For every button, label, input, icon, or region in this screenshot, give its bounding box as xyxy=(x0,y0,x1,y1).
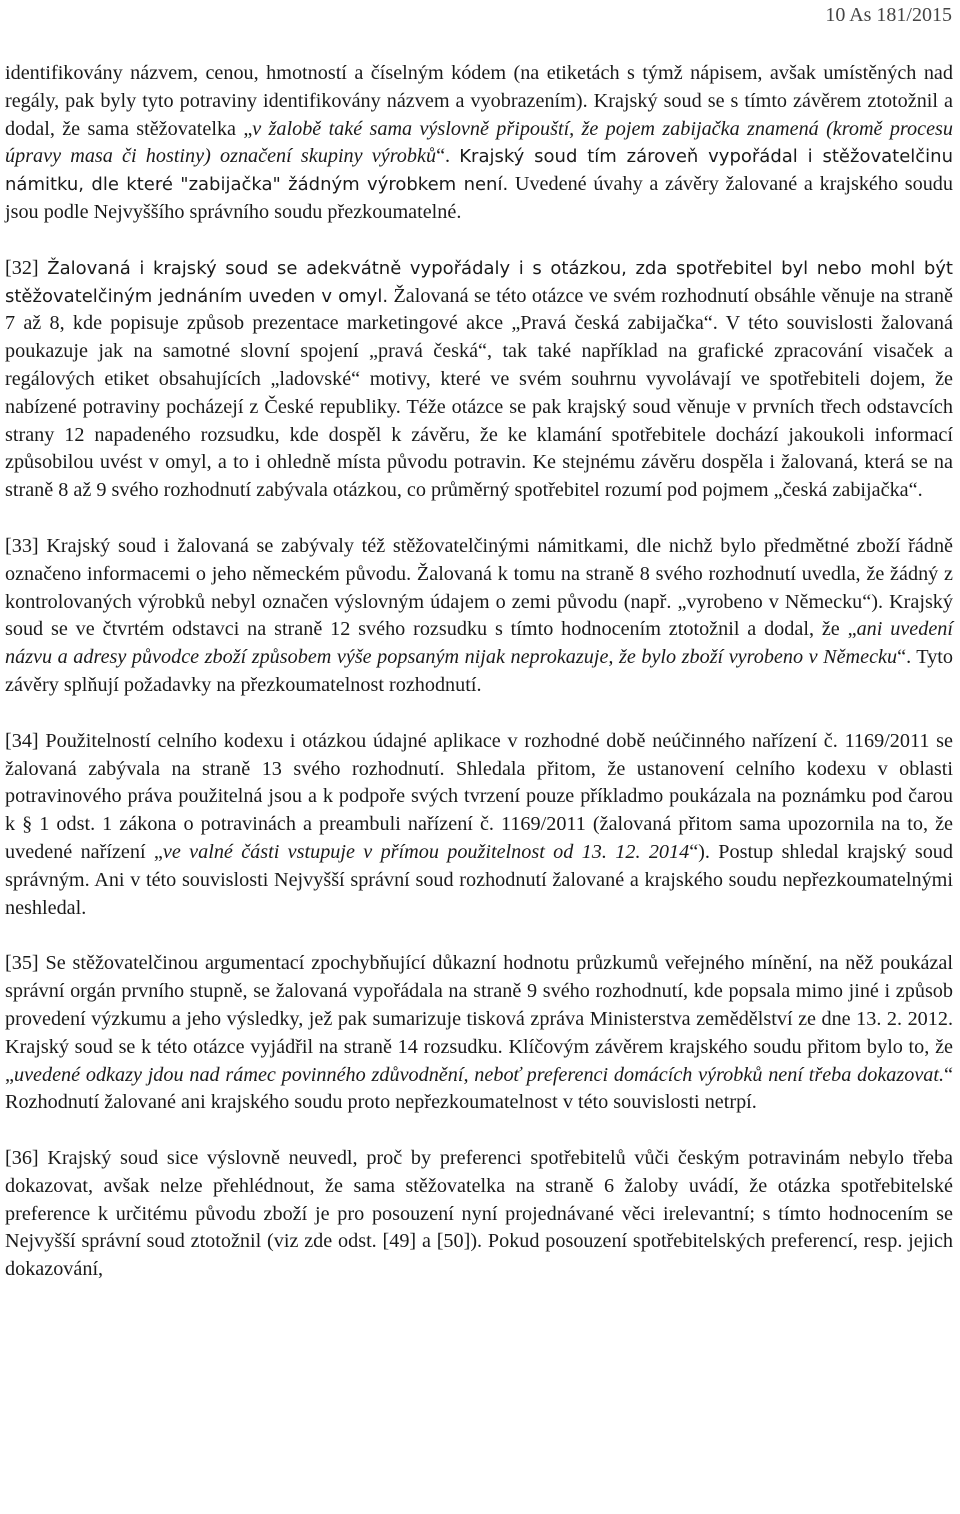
paragraph-number: [35] xyxy=(5,952,39,975)
paragraph-number: [36] xyxy=(5,1147,39,1170)
quoted-text: ani uvedení názvu a adresy původce zboží způsobem výše popsaným nijak neprokazuje, že bylo zboží vyrobeno v Německu xyxy=(5,618,953,669)
document-body xyxy=(5,60,953,1284)
quoted-text: uvedené odkazy jdou nad rámec povinného zdůvodnění, neboť preferenci domácích výrobků není třeba dokazovat. xyxy=(13,1063,945,1086)
case-reference: 10 As 181/2015 xyxy=(825,4,952,26)
sentence: Žalovaná se této otázce ve svém rozhodnutí obsáhle věnuje na straně 7 až 8, kde popisuje způsob prezentace marketingové akce „Pravá česká zabijačka“. V této souvislosti žalovaná poukazuje jak na samotné slovní spojení „pravá česká“, tak také například na grafické zpracování visaček a regálových etiket obsahujících „ladovské“ motivy, které ve svém souhrnu vyvolávají ve spotřebiteli dojem, že nabízené potraviny pocházejí z České republiky. Téže otázce se pak krajský soud věnuje v prvních třech odstavcích strany 12 napadeného rozsudku, kde dospěl k závěru, že ke klamání spotřebitele dochází jakoukoli informací způsobilou uvést v omyl, a to i ohledně místa původu potravin. Ke stejnému závěru dospěla i žalovaná, která se na straně 8 až 9 svého rozhodnutí zabývala otázkou, co průměrný spotřebitel rozumí pod pojmem „česká zabijačka“. xyxy=(5,284,953,502)
sentence: Krajský soud i žalovaná se zabývaly též stěžovatelčinými námitkami, dle nichž bylo předmětné zboží řádně označeno informacemi o jeho německém původu. Žalovaná k tomu na straně 8 svého rozhodnutí uvedla, že žádný z kontrolovaných výrobků nebyl označen výslovným údajem o zemi původu (např. „vyrobeno v Německu“). Krajský soud se ve čtvrtém odstavci na straně 12 svého rozsudku s tímto hodnocením ztotožnil a dodal, že „ xyxy=(5,534,953,641)
sentence: “. xyxy=(436,145,460,168)
sentence-sans: Žalovaná i krajský soud se adekvátně vypořádaly i s otázkou, zda spotřebitel byl nebo mohl být stěžovatelčiným jednáním uveden v omyl. xyxy=(5,257,953,307)
sentence-sans: Krajský soud tím zároveň vypořádal i stěžovatelčinu námitku, dle které "zabijačka" žádným výrobkem není. xyxy=(5,146,953,196)
sentence: Krajský soud sice výslovně neuvedl, proč by preferenci spotřebitelů vůči českým potravinám nebylo třeba dokazovat, avšak nelze přehlédnout, že sama stěžovatelka na straně 6 žaloby uvádí, že otázka spotřebitelské preference k určitému původu zboží je pro posouzení nyní projednávané věci irelevantní; s tímto hodnocením se Nejvyšší správní soud ztotožnil (viz zde odst. [49] a [50]). Pokud posouzení spotřebitelských preferencí, resp. jejich dokazování, xyxy=(5,1147,953,1281)
sentence: Uvedené úvahy a závěry žalované a krajského soudu jsou podle Nejvyššího správního soudu přezkoumatelné. xyxy=(5,173,953,223)
quoted-text: v žalobě také sama výslovně připouští, že pojem zabijačka znamená (kromě procesu úpravy masa či hostiny) označení skupiny výrobků xyxy=(5,117,953,168)
sentence: “. Tyto závěry splňují požadavky na přezkoumatelnost rozhodnutí. xyxy=(5,646,954,696)
paragraph-33 xyxy=(5,533,953,700)
paragraph-number: [34] xyxy=(5,729,39,752)
sentence: Krajský soud se s tímto závěrem ztotožnil a dodal, že sama stěžovatelka „ xyxy=(5,89,953,140)
sentence: Se stěžovatelčinou argumentací zpochybňující důkazní hodnotu průzkumů veřejného mínění, na něž poukázal správní orgán prvního stupně, se žalovaná vypořádala na straně 9 svého rozhodnutí, kde popsala mimo jiné i způsob provedení výzkumu a jeho výsledky, jež pak sumarizuje tisková zpráva Ministerstva zemědělství ze dne 13. 2. 2012. Krajský soud se k této otázce vyjádřil na straně 14 rozsudku. Klíčovým závěrem krajského soudu přitom bylo to, že „ xyxy=(5,952,953,1086)
paragraph-34 xyxy=(5,728,953,923)
paragraph-32 xyxy=(5,255,953,505)
paragraph-31-continuation xyxy=(5,60,953,227)
sentence: “ Rozhodnutí žalované ani krajského soudu proto nepřezkoumatelnost v této souvislosti netrpí. xyxy=(5,1063,953,1114)
paragraph-35 xyxy=(5,950,953,1117)
paragraph-36 xyxy=(5,1145,953,1284)
paragraph-number: [33] xyxy=(5,534,39,557)
sentence: identifikovány názvem, cenou, hmotností a číselným kódem (na etiketách s týmž nápisem, avšak umístěných nad regály, pak byly tyto potraviny identifikovány názvem a vyobrazením). xyxy=(5,62,953,112)
sentence: “). Postup shledal krajský soud správným. Ani v této souvislosti Nejvyšší správní soud rozhodnutí žalované a krajského soudu nepřezkoumatelnými neshledal. xyxy=(5,840,953,919)
paragraph-number: [32] xyxy=(5,256,39,279)
sentence: Použitelností celního kodexu i otázkou údajné aplikace v rozhodné době neúčinného nařízení č. 1169/2011 se žalovaná zabývala na straně 13 svého rozhodnutí. Shledala přitom, že ustanovení celního kodexu v oblasti potravinového práva použitelná jsou a k podpoře svých tvrzení pouze příkladmo poukázala na poznámku pod čarou k § 1 odst. 1 zákona o potravinách a preambuli nařízení č. 1169/2011 (žalovaná přitom sama upozornila na to, že uvedené nařízení „ xyxy=(5,729,953,863)
quoted-text: ve valné části vstupuje v přímou použitelnost od 13. 12. 2014 xyxy=(162,840,690,863)
